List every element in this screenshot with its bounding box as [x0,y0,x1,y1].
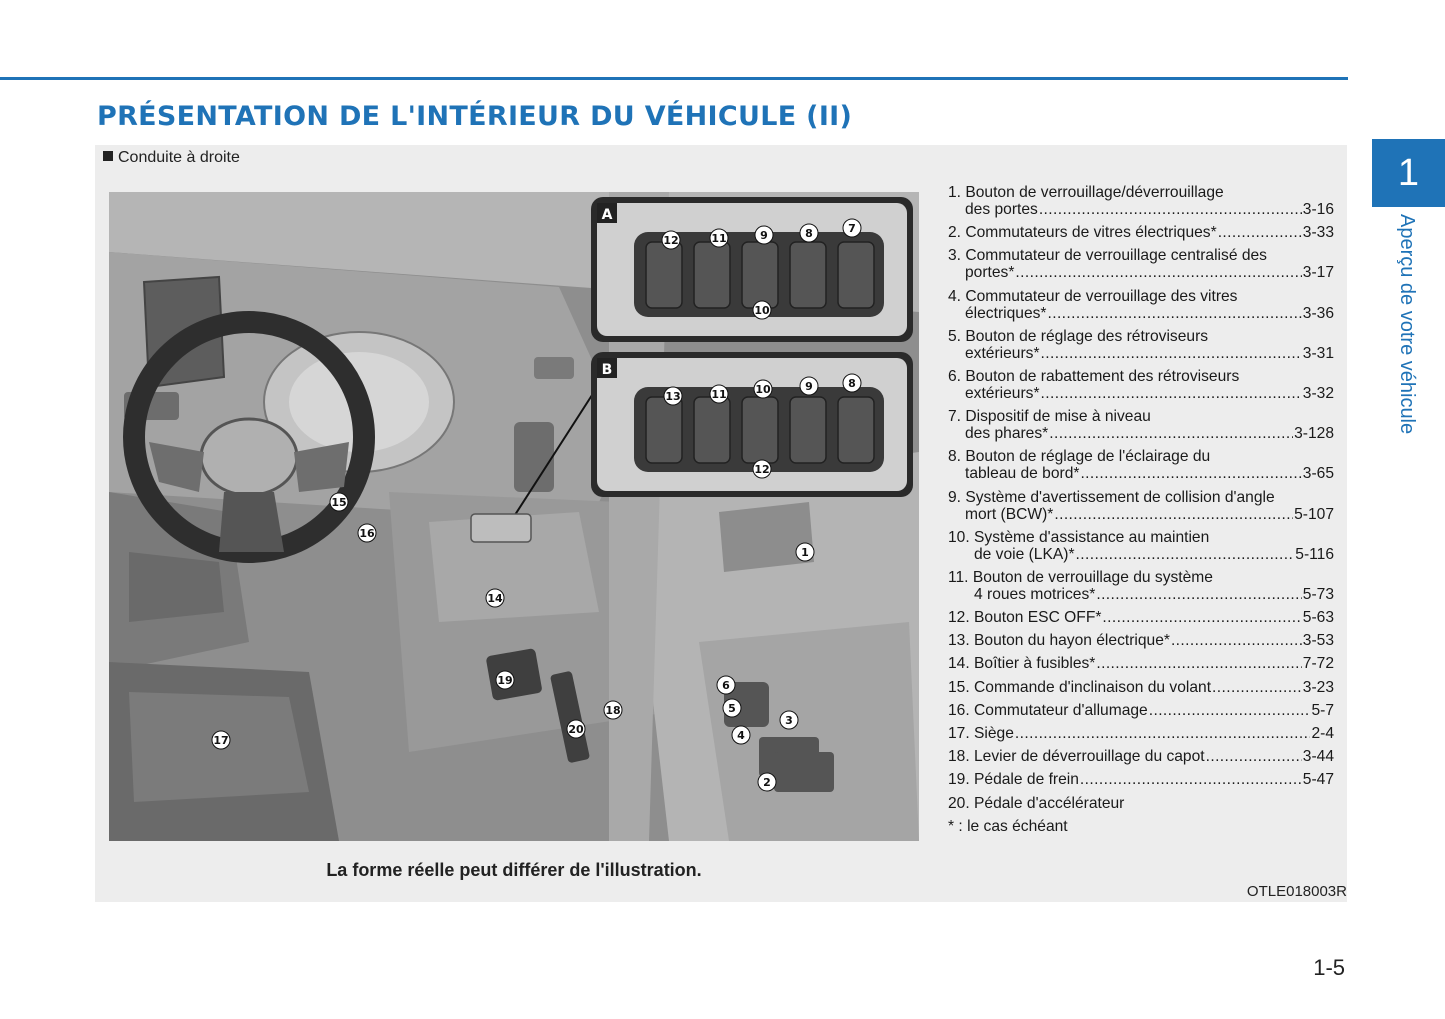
svg-text:13: 13 [665,390,681,403]
svg-text:15: 15 [331,496,347,509]
legend-page-ref: 3-36 [1302,304,1334,322]
leader-dots [1039,201,1302,218]
legend-page-ref: 3-44 [1302,748,1334,766]
legend-page-ref: 3-16 [1302,201,1334,218]
legend-text: 8. Bouton de réglage de l'éclairage du [948,448,1211,466]
legend-page-ref: 3-33 [1302,224,1334,242]
top-rule [0,77,1348,80]
leader-dots [1054,506,1293,523]
legend-text: 1. Bouton de verrouillage/déverrouillage [948,184,1224,201]
callout-12-b [753,460,771,478]
callout-4 [732,726,750,744]
leader-dots [1218,224,1302,241]
leader-dots [1041,385,1302,402]
legend-text: 20. Pédale d'accélérateur [948,794,1125,812]
legend-list [948,184,1334,835]
callout-2 [758,773,776,791]
legend-text: 19. Pédale de frein [948,771,1079,789]
legend-item [948,368,1334,402]
svg-text:2: 2 [763,776,771,789]
callout-19 [496,671,514,689]
legend-text: des phares* [965,425,1049,443]
legend-text: 5. Bouton de réglage des rétroviseurs [948,327,1209,345]
legend-text: 2. Commutateurs de vitres électriques* [948,224,1217,242]
legend-item [948,224,1334,241]
legend-page-ref: 5-63 [1302,609,1334,627]
legend-text: 4 roues motrices* [974,585,1096,603]
callout-17 [212,731,230,749]
svg-text:6: 6 [722,679,730,692]
svg-text:14: 14 [487,592,503,605]
subheading-text: Conduite à droite [118,149,240,166]
svg-text:11: 11 [711,232,727,245]
figure-code: OTLE018003R [1246,883,1347,900]
svg-text:8: 8 [805,227,813,240]
legend-item [948,569,1334,603]
legend-item [948,184,1334,218]
svg-text:12: 12 [663,234,679,247]
svg-text:20: 20 [568,723,584,736]
chapter-tab: 1 [1372,139,1445,207]
legend-item [948,448,1334,482]
callout-11-a [710,229,728,247]
svg-text:10: 10 [755,383,771,396]
legend-item [948,609,1334,626]
legend-page-ref: 5-47 [1302,771,1334,789]
chapter-label: Aperçu de votre véhicule [1396,214,1418,435]
legend-page-ref: 2-4 [1311,725,1334,742]
svg-text:19: 19 [497,674,513,687]
page-title: PRÉSENTATION DE L'INTÉRIEUR DU VÉHICULE (II) [97,101,853,132]
legend-text: 6. Bouton de rabattement des rétroviseurs [948,367,1240,385]
legend-text: 15. Commande d'inclinaison du volant [948,678,1212,696]
interior-illustration [109,192,919,841]
callout-15 [330,493,348,511]
svg-text:4: 4 [737,729,745,742]
svg-text:7: 7 [848,222,856,235]
svg-text:1: 1 [801,546,809,559]
leader-dots [1049,425,1293,442]
svg-text:16: 16 [359,527,375,540]
legend-item [948,328,1334,362]
legend-text: portes* [965,264,1015,282]
legend-text: 18. Levier de déverrouillage du capot [948,748,1205,766]
page-number: 1-5 [1313,955,1345,980]
legend-text: électriques* [965,304,1047,322]
svg-text:5: 5 [728,702,736,715]
legend-page-ref: 3-17 [1302,264,1334,282]
callout-20 [567,720,585,738]
callout-14 [486,589,504,607]
legend-item [948,702,1334,719]
legend-text: 10. Système d'assistance au maintien [948,528,1210,546]
legend-page-ref: 5-73 [1302,585,1334,603]
figure-caption: La forme réelle peut différer de l'illustration. [326,860,702,880]
callout-9-b [800,377,818,395]
leader-dots [1080,771,1302,788]
legend-text: 4. Commutateur de verrouillage des vitres [948,287,1238,305]
legend-text: mort (BCW)* [965,505,1054,523]
legend-item [948,748,1334,765]
legend-text: de voie (LKA)* [974,545,1075,563]
legend-text: 11. Bouton de verrouillage du système [948,568,1213,586]
callout-16 [358,524,376,542]
svg-text:8: 8 [848,377,856,390]
leader-dots [1102,609,1301,626]
callout-13-b [664,387,682,405]
inset-a-label: A [601,207,613,223]
callout-10-b [754,380,772,398]
svg-text:17: 17 [213,734,229,747]
svg-text:10: 10 [754,304,770,317]
legend-text: 12. Bouton ESC OFF* [948,609,1102,627]
legend-item [948,489,1334,523]
callout-1 [796,543,814,561]
legend-item [948,795,1334,812]
leader-dots [1015,725,1311,742]
legend-text: 9. Système d'avertissement de collision d'angle [948,488,1275,506]
leader-dots [1206,748,1302,765]
callout-9-a [755,226,773,244]
svg-text:9: 9 [760,229,768,242]
callout-7-a [843,219,861,237]
leader-dots [1171,632,1302,649]
legend-text: extérieurs* [965,384,1040,402]
callout-10-a [753,301,771,319]
leader-dots [1212,679,1302,696]
callout-3 [780,711,798,729]
bullet-square-icon [103,151,113,161]
callout-5 [723,699,741,717]
svg-text:18: 18 [605,704,621,717]
subheading [103,149,240,167]
legend-item [948,679,1334,696]
legend-item [948,288,1334,322]
svg-text:12: 12 [754,463,770,476]
callout-12-a [662,231,680,249]
legend-page-ref: 3-31 [1302,344,1334,362]
svg-text:3: 3 [785,714,793,727]
leader-dots [1015,264,1301,281]
legend-page-ref: 5-107 [1294,505,1334,523]
legend-page-ref: 3-32 [1302,384,1334,402]
legend-item [948,771,1334,788]
callout-11-b [710,385,728,403]
leader-dots [1041,345,1302,362]
legend-page-ref: 3-128 [1294,425,1334,443]
legend-text: 17. Siège [948,725,1014,742]
callout-8-b [843,374,861,392]
legend-item [948,632,1334,649]
svg-text:9: 9 [805,380,813,393]
legend-page-ref: 5-7 [1311,701,1334,719]
legend-page-ref: 5-116 [1295,545,1334,563]
legend-page-ref: 3-65 [1302,465,1334,483]
legend-text: 14. Boîtier à fusibles* [948,655,1096,673]
legend-text: 7. Dispositif de mise à niveau [948,408,1151,426]
callout-6 [717,676,735,694]
legend-text: 3. Commutateur de verrouillage centralisé des [948,247,1267,265]
callout-18 [604,701,622,719]
callout-8-a [800,224,818,242]
legend-item [948,725,1334,742]
inset-b-label: B [601,362,613,378]
legend-text: 13. Bouton du hayon électrique* [948,632,1170,650]
legend-text: 16. Commutateur d'allumage [948,701,1148,719]
leader-dots [1096,655,1301,672]
legend-text: des portes [965,201,1038,218]
legend-page-ref: 3-23 [1302,678,1334,696]
leader-dots [1149,702,1311,719]
leader-dots [1047,305,1301,322]
legend-page-ref: 7-72 [1302,655,1334,673]
legend-text: tableau de bord* [965,465,1080,483]
legend-text: extérieurs* [965,344,1040,362]
legend-item [948,529,1334,563]
svg-text:11: 11 [711,388,727,401]
leader-dots [1076,546,1295,563]
legend-item [948,408,1334,442]
legend-item [948,655,1334,672]
leader-dots [1080,465,1301,482]
legend-item [948,247,1334,281]
legend-page-ref: 3-53 [1302,632,1334,650]
leader-dots [1096,586,1301,603]
legend-note: * : le cas échéant [948,817,1068,835]
